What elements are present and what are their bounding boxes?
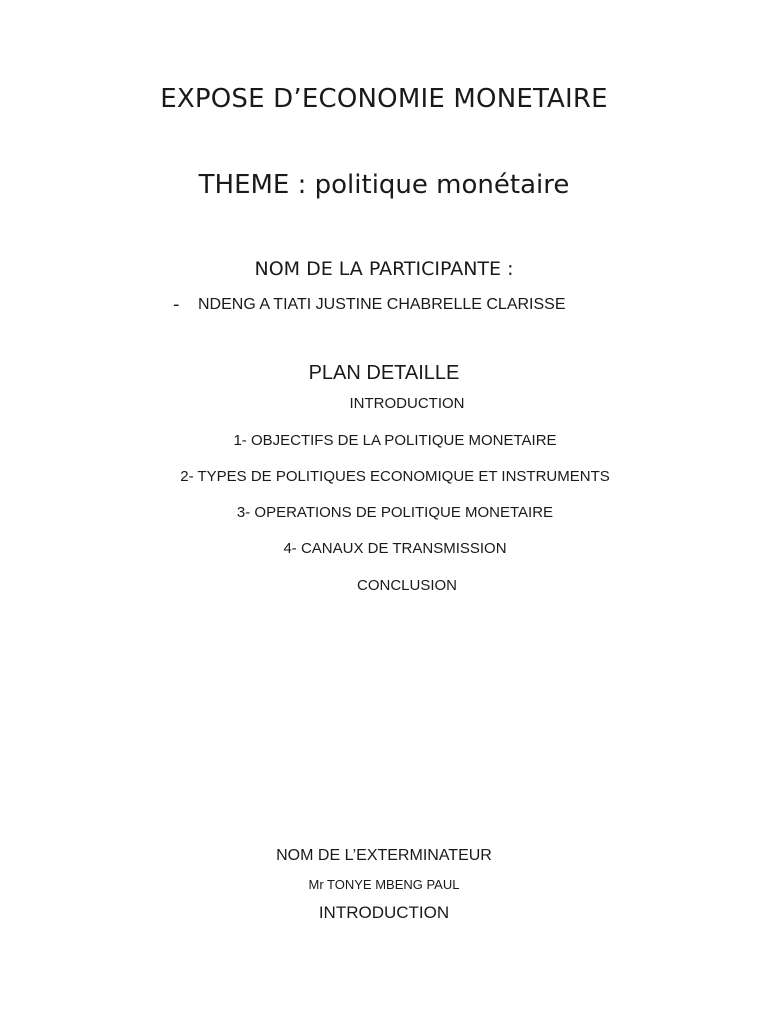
plan-item-3: 3- OPERATIONS DE POLITIQUE MONETAIRE: [236, 504, 554, 521]
document-theme: THEME : politique monétaire: [198, 170, 570, 200]
list-dash: -: [173, 294, 180, 315]
plan-item-4: 4- CANAUX DE TRANSMISSION: [283, 540, 507, 557]
plan-item-introduction: INTRODUCTION: [349, 395, 465, 412]
plan-item-2: 2- TYPES DE POLITIQUES ECONOMIQUE ET INSTRUMENTS: [180, 468, 610, 485]
examiner-name: Mr TONYE MBENG PAUL: [308, 877, 460, 892]
examiner-label: NOM DE L’EXTERMINATEUR: [276, 847, 492, 864]
plan-item-conclusion: CONCLUSION: [356, 577, 457, 594]
next-section-heading: INTRODUCTION: [318, 903, 450, 922]
participant-entry: [0, 294, 768, 318]
plan-item-1: 1- OBJECTIFS DE LA POLITIQUE MONETAIRE: [233, 432, 557, 449]
plan-title: PLAN DETAILLE: [308, 362, 460, 384]
document-title: EXPOSE D’ECONOMIE MONETAIRE: [160, 84, 608, 114]
participant-label: NOM DE LA PARTICIPANTE :: [254, 258, 514, 280]
participant-name: NDENG A TIATI JUSTINE CHABRELLE CLARISSE: [198, 296, 566, 313]
